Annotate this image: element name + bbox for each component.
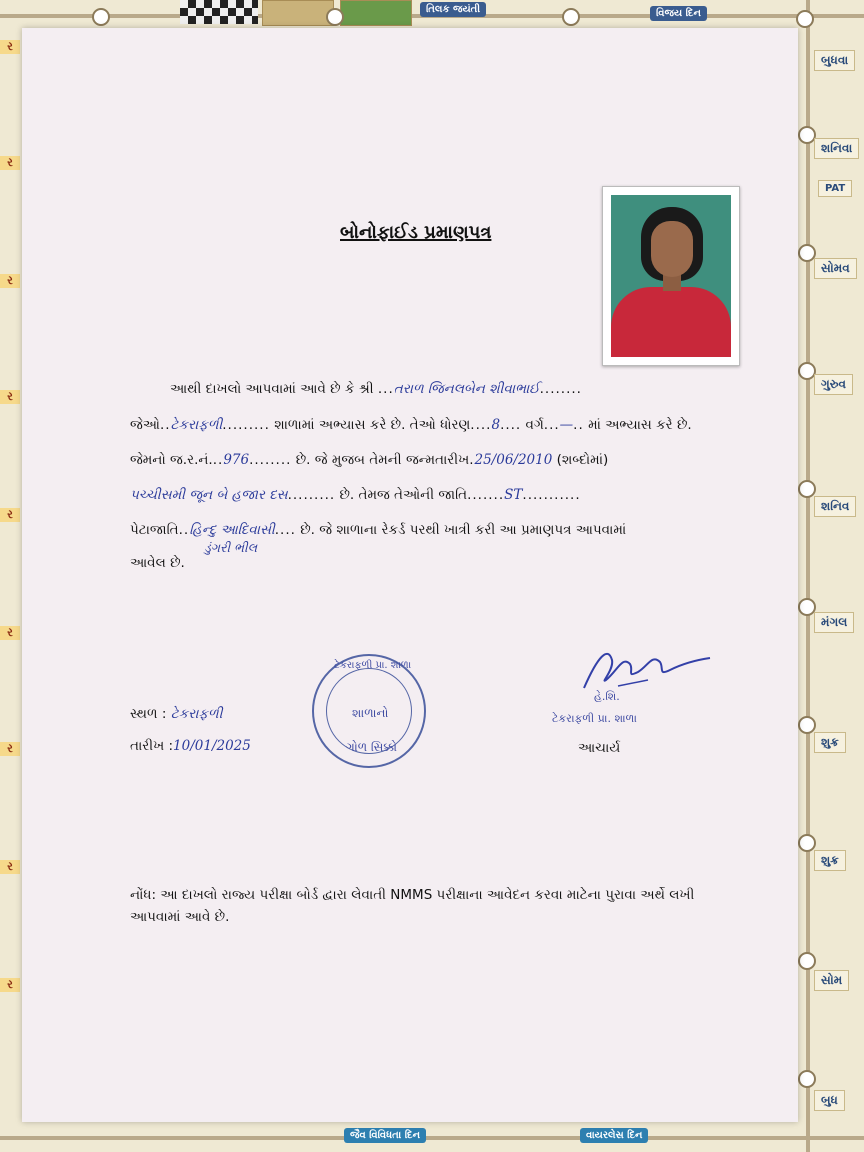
signature-title: હે.શિ. <box>594 690 620 703</box>
stamp-bottom-text: ગોળ સિક્કો <box>346 740 397 754</box>
place-value: ટેકરાફળી <box>170 706 223 722</box>
edge-label: ર <box>0 156 20 170</box>
day-label: શુક્ર <box>814 850 846 871</box>
day-label: ગુરુવ <box>814 374 853 395</box>
sub-caste: હિન્દુ આદિવાસી <box>189 522 275 538</box>
edge-label: ર <box>0 978 20 992</box>
board-track-right <box>806 0 810 1152</box>
caste: ST <box>504 487 523 503</box>
board-node <box>326 8 344 26</box>
edge-label: ર <box>0 390 20 404</box>
stamp-top-text: ટેકરાફળી પ્રા. શાળા <box>334 660 412 671</box>
birth-date: 25/06/2010 <box>474 452 553 468</box>
certificate-line-5: પેટાજાતિ..હિન્દુ આદિવાસી.... છે. જે શાળાના રેકર્ડ પરથી ખાત્રી કરી આ પ્રમાણપત્ર આપવામાં <box>130 522 627 538</box>
standard: 8 <box>491 417 501 433</box>
student-name: તરાળ જિનલબેન શીવાભાઈ <box>393 381 540 397</box>
school-name: ટેકરાફળી <box>170 417 223 433</box>
day-label: સોમવ <box>814 258 857 279</box>
day-label: શનિવ <box>814 496 856 517</box>
signature-school: ટેકરાફળી પ્રા. શાળા <box>552 712 637 725</box>
board-tile: વિજય દિન <box>650 6 707 21</box>
day-label: મંગલ <box>814 612 854 633</box>
board-image <box>340 0 412 26</box>
board-track-bottom <box>0 1136 864 1140</box>
pat-label: PAT <box>818 180 852 197</box>
birth-date-words: પચ્ચીસમી જૂન બે હજાર દસ <box>130 487 288 503</box>
edge-label: ર <box>0 626 20 640</box>
board-node <box>92 8 110 26</box>
day-label: સોમ <box>814 970 849 991</box>
certificate-line-6: આવેલ છે. <box>130 555 185 571</box>
edge-label: ર <box>0 40 20 54</box>
board-node <box>798 1070 816 1088</box>
board-image <box>262 0 334 26</box>
date-row: તારીખ :10/01/2025 <box>130 738 251 754</box>
board-node <box>796 10 814 28</box>
day-label: શુક્ર <box>814 732 846 753</box>
certificate-line-3: જેમનો જ.ર.નં...976........ છે. જે મુજબ તેમની જન્મતારીખ.25/06/2010 (શબ્દોમાં) <box>130 452 609 468</box>
board-node <box>562 8 580 26</box>
date-value: 10/01/2025 <box>173 738 251 754</box>
certificate-title: બોનોફાઈડ પ્રમાણપત્ર <box>340 222 492 243</box>
place-row: સ્થળ : ટેકરાફળી <box>130 706 223 722</box>
day-label: બુધવા <box>814 50 855 71</box>
certificate-line-1: આથી દાખલો આપવામાં આવે છે કે શ્રી ...તરાળ જિનલબેન શીવાભાઈ........ <box>170 381 582 397</box>
student-photo <box>602 186 740 366</box>
board-tile: તિલક જયંતી <box>420 2 486 17</box>
edge-label: ર <box>0 742 20 756</box>
edge-label: ર <box>0 860 20 874</box>
board-node <box>798 952 816 970</box>
certificate-line-4: પચ્ચીસમી જૂન બે હજાર દસ......... છે. તેમજ તેઓની જાતિ.......ST........... <box>130 487 581 503</box>
signature-designation: આચાર્ય <box>578 740 621 756</box>
stamp-mid-text: શાળાનો <box>352 706 389 720</box>
sub-caste-extra: ડુંગરી ભીલ <box>204 540 258 555</box>
edge-label: ર <box>0 274 20 288</box>
board-tile: વાયરલેસ દિન <box>580 1128 648 1143</box>
certificate-note: નોંધ: આ દાખલો રાજ્ય પરીક્ષા બોર્ડ દ્વારા લેવાતી NMMS પરીક્ષાના આવેદન કરવા માટેના પુરાવા અર્થે લખી આપવામાં આવે છે. <box>130 887 695 925</box>
division: — <box>559 417 574 433</box>
board-tile: જૈવ વિવિધતા દિન <box>344 1128 426 1143</box>
edge-label: ર <box>0 508 20 522</box>
certificate-line-2: જેઓ..ટેકરાફળી......... શાળામાં અભ્યાસ કરે છે. તેઓ ધોરણ....8.... વર્ગ...—.. માં અભ્યાસ કરે છે. <box>130 417 692 433</box>
day-label: શનિવા <box>814 138 859 159</box>
day-label: બુધ <box>814 1090 845 1111</box>
chessboard-image <box>180 0 258 24</box>
gr-number: 976 <box>223 452 250 468</box>
